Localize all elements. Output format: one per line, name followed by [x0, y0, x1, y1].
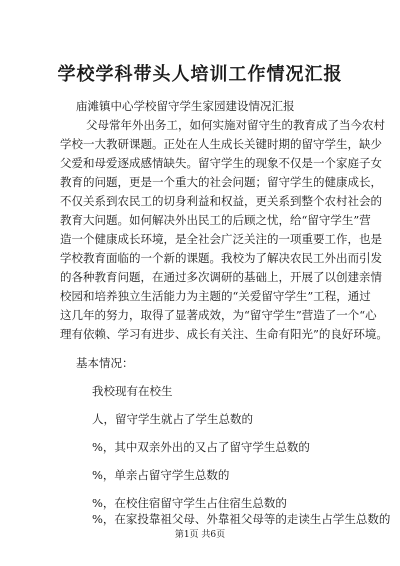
- document-subtitle: 庙滩镇中心学校留守学生家园建设情况汇报: [76, 99, 295, 113]
- body-line: %，单亲占留守学生总数的: [92, 468, 230, 482]
- body-line: 学校一大教研课题。正处在人生成长关键时期的留守学生，缺少: [60, 137, 382, 151]
- body-line: 父母常年外出务工，如何实施对留守生的教育成了当今农村: [86, 118, 385, 132]
- body-line: 造一个健康成长环境，是全社会广泛关注的一项重要工作，也是: [60, 232, 382, 246]
- page-footer: 第1页 共6页: [174, 530, 226, 540]
- body-line: 学校教育面临的一个新的课题。我校为了解决农民工外出而引发: [60, 251, 382, 265]
- body-line: 这几年的努力，取得了显著成效，为“留守学生”营造了一个“心: [60, 308, 377, 322]
- body-line: 理有依赖、学习有进步、成长有关注、生命有阳光”的良好环境。: [60, 327, 388, 341]
- body-line: 校园和培养独立生活能力为主题的“关爱留守学生”工程，通过: [60, 289, 371, 303]
- document-title: 学校学科带头人培训工作情况汇报: [57, 64, 343, 85]
- body-line: 我校现有在校生: [92, 384, 173, 398]
- body-line: 教育大问题。如何解决外出民工的后顾之忧，给“留守学生”营: [60, 213, 371, 227]
- body-line: 的各种教育问题，在通过多次调研的基础上，开展了以创建亲情: [60, 270, 382, 284]
- body-line: 人，留守学生就占了学生总数的: [92, 412, 253, 426]
- section-heading: 基本情况：: [76, 356, 134, 370]
- body-line: %，在校住宿留守学生占住宿生总数的: [92, 496, 287, 510]
- body-line: %，其中双亲外出的又占了留守学生总数的: [92, 440, 310, 454]
- body-line: 教育的问题，更是一个重大的社会问题；留守学生的健康成长，: [60, 175, 382, 189]
- body-line: 不仅关系到农民工的切身利益和权益，更关系到整个农村社会的: [60, 194, 382, 208]
- body-line: 父爱和母爱逐成感情缺失。留守学生的现象不仅是一个家庭子女: [60, 156, 382, 170]
- body-line: %，在家投靠祖父母、外靠祖父母等的走读生占学生总数的: [92, 512, 391, 526]
